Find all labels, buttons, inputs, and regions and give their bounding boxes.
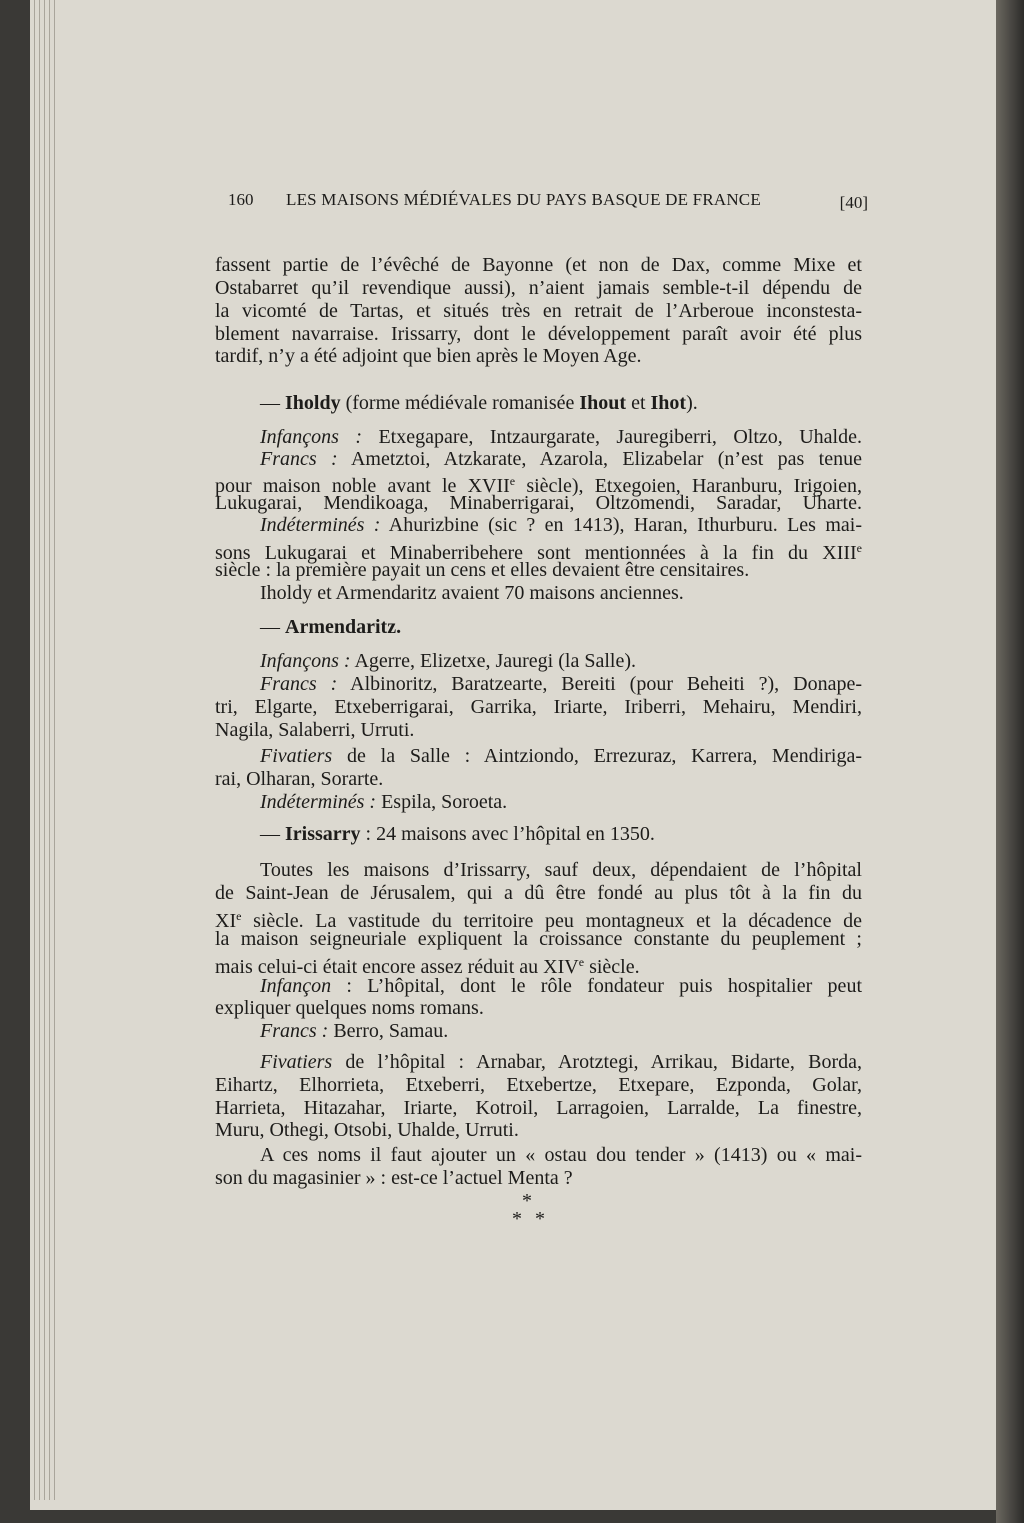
text-segment: (forme médiévale romanisée (340, 392, 580, 414)
text-line (215, 254, 862, 276)
text-segment: — (260, 392, 285, 414)
text-segment: Berro, Samau. (328, 1020, 449, 1042)
text-line (215, 997, 862, 1019)
text-segment: Toutes les maisons d’Irissarry, sauf deux, dépendaient de l’hôpital (260, 859, 862, 881)
page-edge-line (54, 0, 55, 1500)
category-label: Francs : (260, 1020, 329, 1042)
text-line (215, 1119, 862, 1141)
text-segment: Eihartz, Elhorrieta, Etxeberri, Etxebertze, Etxepare, Ezponda, Golar, (215, 1074, 862, 1096)
text-segment: XI (215, 910, 237, 932)
entry-heading: Ihot (650, 392, 687, 414)
entry-heading: Ihout (579, 392, 627, 414)
superscript: e (509, 474, 516, 488)
entry-heading: Iholdy (285, 392, 341, 414)
category-label: Infançons : (260, 650, 351, 672)
text-line (260, 859, 862, 881)
category-label: Infançon (260, 975, 332, 997)
running-header (228, 190, 868, 216)
text-line (215, 277, 862, 299)
book-gutter (996, 0, 1024, 1523)
text-segment: la vicomté de Tartas, et situés très en retrait de l’Arberoue inconstesta- (215, 300, 862, 322)
text-segment: siècle), Etxegoien, Haranburu, Irigoien, (515, 475, 862, 497)
text-line (260, 745, 862, 767)
text-segment: mais celui-ci était encore assez réduit au XIV (215, 956, 579, 978)
text-segment: blement navarraise. Irissarry, dont le développement paraît avoir été plus (215, 323, 862, 345)
entry-heading: Irissarry (285, 823, 361, 845)
superscript: e (856, 541, 862, 555)
text-segment: Ametztoi, Atzkarate, Azarola, Elizabelar (n’est pas tenue (337, 448, 862, 470)
text-line (260, 975, 862, 997)
text-segment: Etxegapare, Intzaurgarate, Jauregiberri, Oltzo, Uhalde. (362, 426, 862, 448)
text-segment: Espila, Soroeta. (376, 791, 508, 813)
text-line (215, 300, 862, 322)
text-line (260, 791, 862, 813)
entry-heading: Armendaritz. (285, 616, 402, 638)
text-segment: Harrieta, Hitazahar, Iriarte, Kotroil, Larragoien, Larralde, La finestre, (215, 1097, 862, 1119)
text-line (260, 673, 862, 695)
text-segment: ). (686, 392, 698, 414)
page-edge-line (44, 0, 45, 1500)
text-line (215, 768, 862, 790)
text-segment: pour maison noble avant le XVII (215, 475, 510, 497)
page-edge-line (39, 0, 40, 1500)
text-segment: : 24 maisons avec l’hôpital en 1350. (360, 823, 655, 845)
text-line (260, 1144, 862, 1166)
text-segment: de Saint-Jean de Jérusalem, qui a dû être fondé au plus tôt à la fin du (215, 882, 862, 904)
text-segment: Muru, Othegi, Otsobi, Uhalde, Urruti. (215, 1119, 519, 1141)
text-segment: de l’hôpital : Arnabar, Arotztegi, Arrikau, Bidarte, Borda, (332, 1051, 862, 1073)
text-segment: Lukugarai, Mendikoaga, Minaberrigarai, Oltzomendi, Saradar, Uharte. (215, 492, 862, 514)
text-segment: et (626, 392, 651, 414)
category-label: Fivatiers (260, 745, 333, 767)
superscript: e (236, 909, 242, 923)
text-line (215, 345, 862, 367)
text-segment: — (260, 823, 285, 845)
text-segment: siècle. (584, 956, 640, 978)
asterism-bottom: * * (512, 1208, 545, 1230)
text-segment: son du magasinier » : est-ce l’actuel Menta ? (215, 1167, 573, 1189)
text-segment: siècle. La vastitude du territoire peu montagneux et la décadence de (241, 910, 862, 932)
page-edge-line (34, 0, 35, 1500)
running-title: LES MAISONS MÉDIÉVALES DU PAYS BASQUE DE FRANCE (286, 190, 761, 209)
text-segment: rai, Olharan, Sorarte. (215, 768, 384, 790)
text-line (260, 392, 862, 414)
text-segment: siècle : la première payait un cens et elles devaient être censitaires. (215, 559, 750, 581)
text-line (260, 650, 862, 672)
category-label: Francs : (260, 673, 338, 695)
asterism-top: * (522, 1190, 532, 1212)
category-label: Indéterminés : (260, 514, 381, 536)
text-segment: Albinoritz, Baratzearte, Bereiti (pour Beheiti ?), Donape- (337, 673, 862, 695)
text-line (215, 1074, 862, 1096)
text-line (260, 823, 862, 845)
text-segment: tri, Elgarte, Etxeberrigarai, Garrika, Iriarte, Iriberri, Mehairu, Mendiri, (215, 696, 862, 718)
text-segment: sons Lukugarai et Minaberribehere sont mentionnées à la fin du XIII (215, 542, 857, 564)
text-line (260, 1020, 862, 1042)
text-line (215, 323, 862, 345)
text-line (215, 1167, 862, 1189)
text-segment: la maison seigneuriale expliquent la croissance constante du peuplement ; (215, 928, 862, 950)
text-line (260, 1051, 862, 1073)
text-line (215, 719, 862, 741)
text-segment: — (260, 616, 285, 638)
category-label: Indéterminés : (260, 791, 377, 813)
page-number: 160 (228, 190, 254, 209)
text-line (260, 448, 862, 470)
text-line (215, 951, 862, 978)
text-line (215, 696, 862, 718)
text-segment: Ostabarret qu’il revendique aussi), n’aient jamais semble-t-il dépendu de (215, 277, 862, 299)
text-line (215, 559, 862, 581)
text-line (215, 492, 862, 514)
text-line (260, 514, 862, 536)
text-line (260, 426, 862, 448)
text-line (215, 928, 862, 950)
text-line (215, 882, 862, 904)
text-segment: Iholdy et Armendaritz avaient 70 maisons anciennes. (260, 582, 684, 604)
text-segment: A ces noms il faut ajouter un « ostau dou tender » (1413) ou « mai- (260, 1144, 862, 1166)
page-edge-line (49, 0, 50, 1500)
bracket-page-number: [40] (839, 193, 868, 212)
text-segment: fassent partie de l’évêché de Bayonne (et non de Dax, comme Mixe et (215, 254, 862, 276)
text-line (260, 616, 862, 638)
text-segment: Nagila, Salaberri, Urruti. (215, 719, 415, 741)
superscript: e (578, 955, 585, 969)
text-segment: : L’hôpital, dont le rôle fondateur puis hospitalier peut (331, 975, 862, 997)
text-segment: tardif, n’y a été adjoint que bien après le Moyen Age. (215, 345, 642, 367)
text-line (260, 582, 862, 604)
category-label: Francs : (260, 448, 338, 470)
text-segment: de la Salle : Aintziondo, Errezuraz, Karrera, Mendiriga- (332, 745, 862, 767)
text-segment: Ahurizbine (sic ? en 1413), Haran, Ithurburu. Les mai- (380, 514, 862, 536)
text-line (215, 1097, 862, 1119)
text-segment: Agerre, Elizetxe, Jauregi (la Salle). (350, 650, 636, 672)
category-label: Infançons : (260, 426, 362, 448)
text-segment: expliquer quelques noms romans. (215, 997, 484, 1019)
category-label: Fivatiers (260, 1051, 333, 1073)
